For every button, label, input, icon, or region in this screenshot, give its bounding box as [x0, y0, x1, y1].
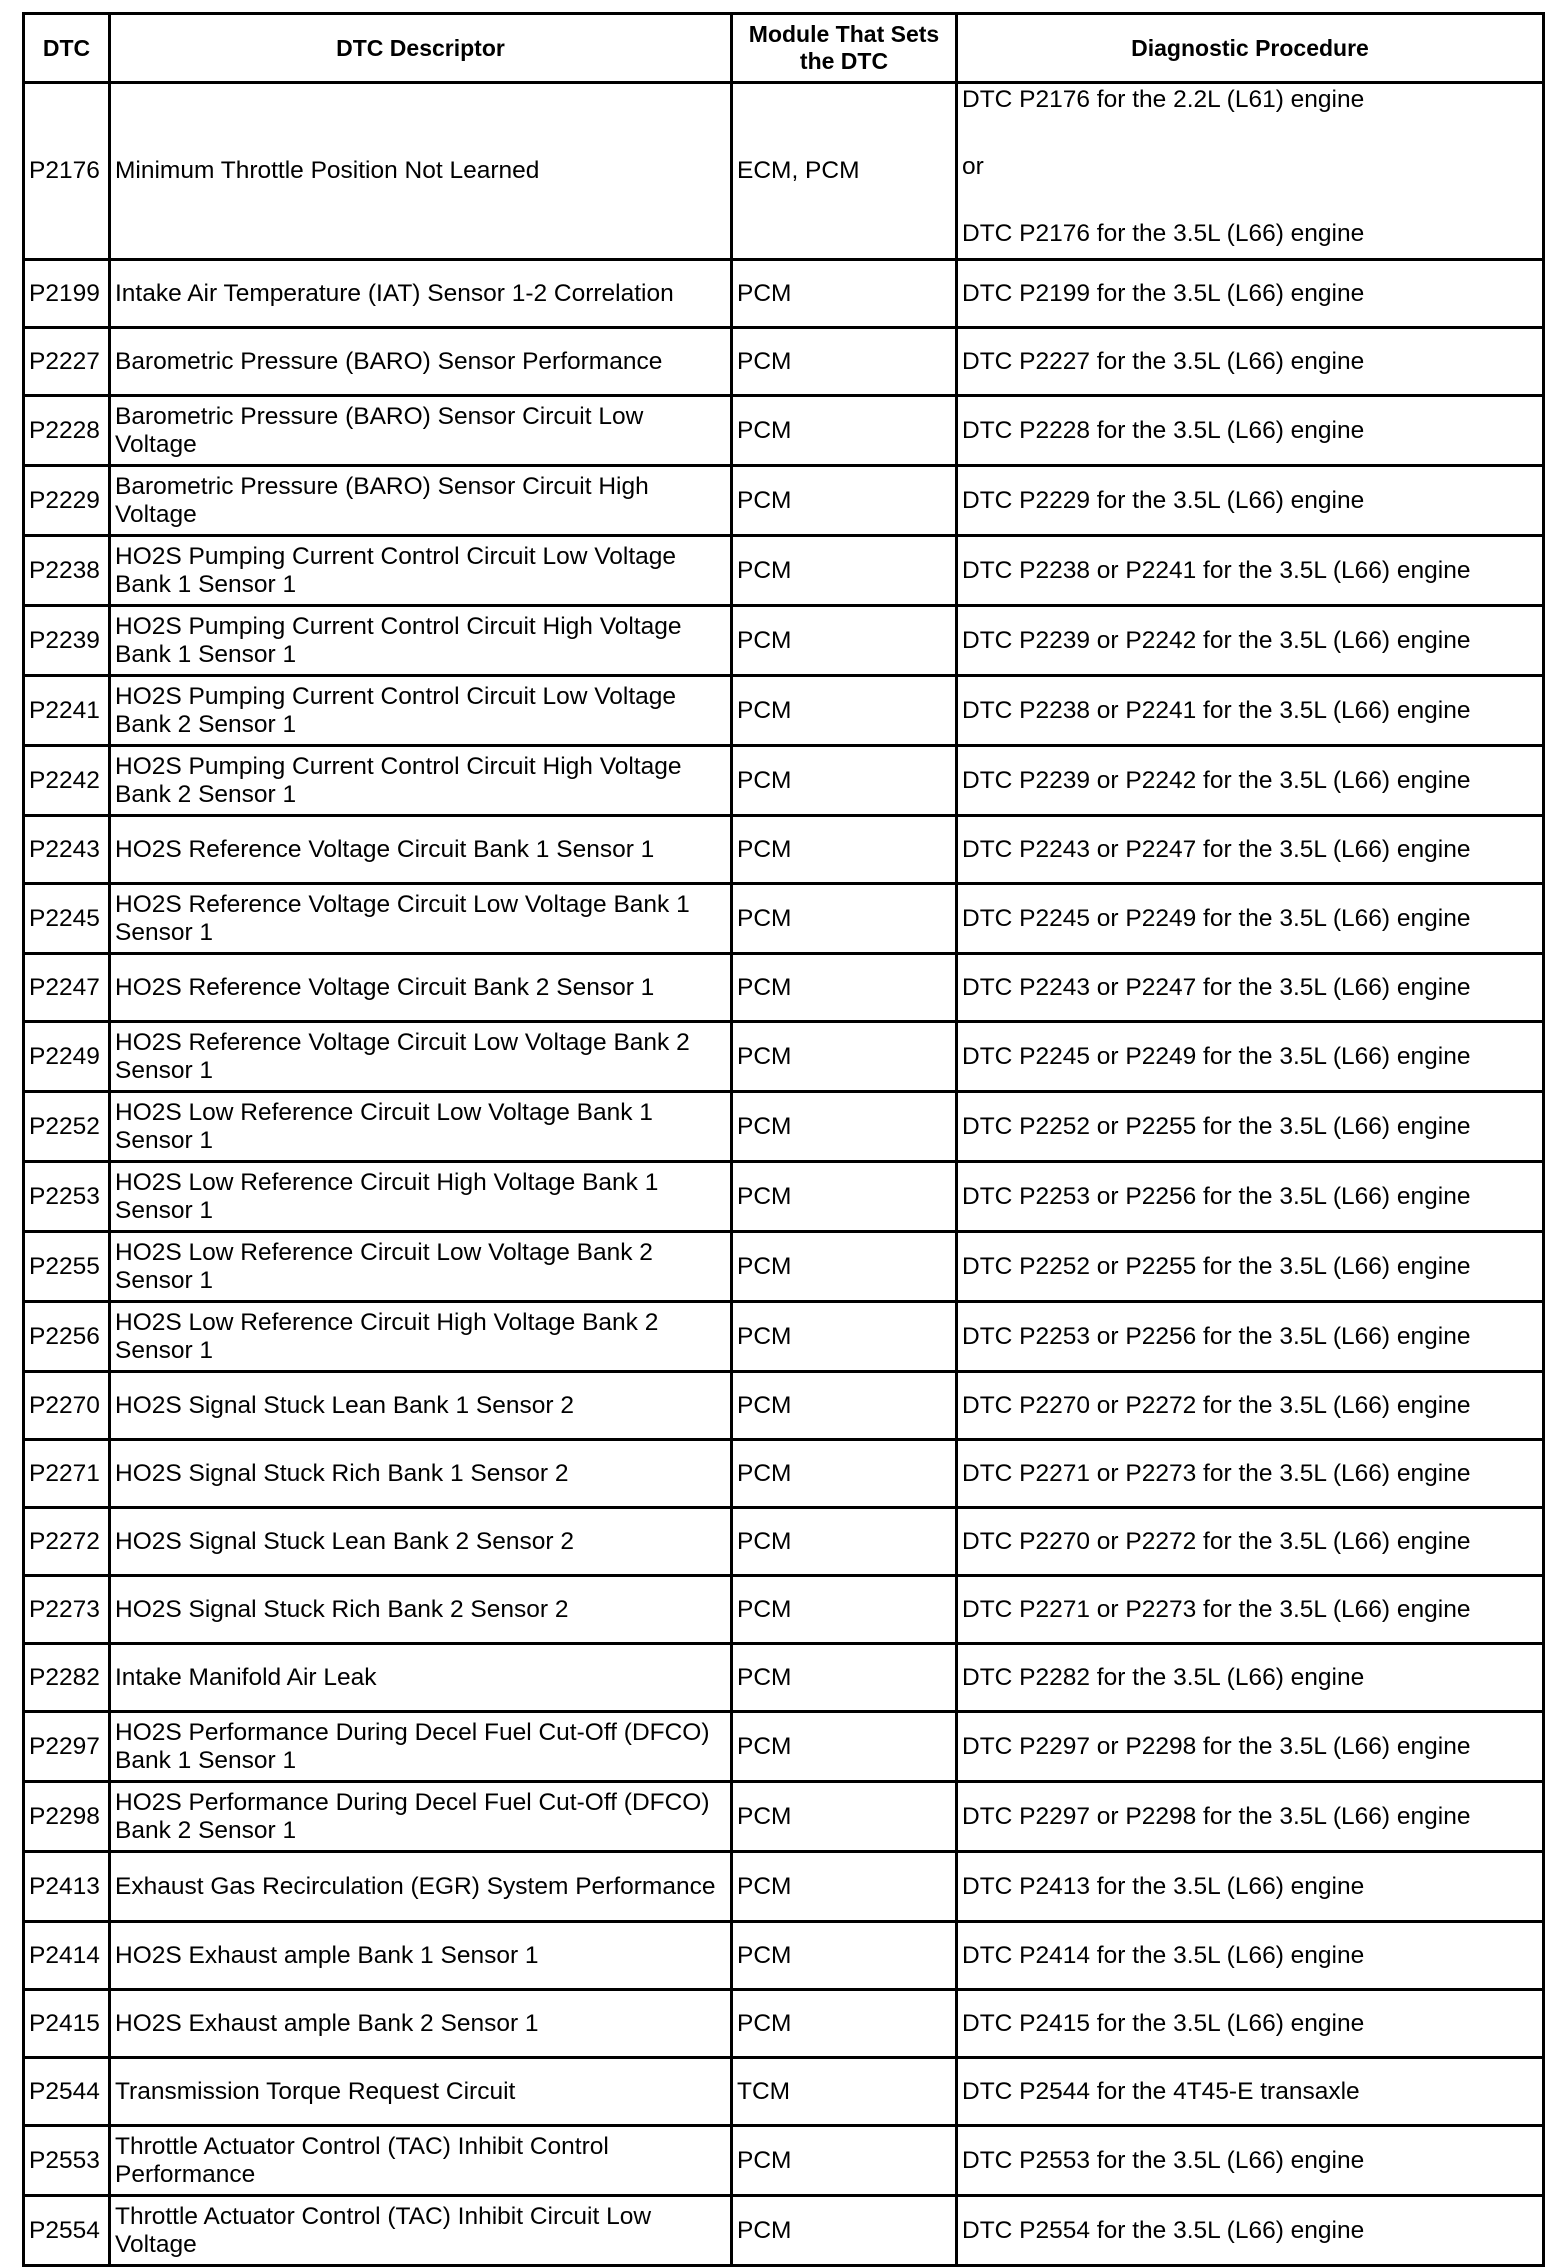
- cell-dtc: P2242: [24, 746, 110, 816]
- cell-procedure: DTC P2245 or P2249 for the 3.5L (L66) engine: [957, 1022, 1544, 1092]
- table-row: [24, 1232, 1544, 1302]
- cell-module: PCM: [732, 1092, 957, 1162]
- cell-dtc: P2270: [24, 1372, 110, 1440]
- table-row: [24, 1022, 1544, 1092]
- table-row: [24, 1922, 1544, 1990]
- procedure-line: or: [962, 153, 984, 180]
- table-row: [24, 466, 1544, 536]
- cell-dtc: P2297: [24, 1712, 110, 1782]
- table-row: [24, 746, 1544, 816]
- cell-dtc: P2239: [24, 606, 110, 676]
- table-row: [24, 536, 1544, 606]
- cell-module: PCM: [732, 884, 957, 954]
- cell-module: PCM: [732, 606, 957, 676]
- cell-descriptor: HO2S Performance During Decel Fuel Cut-Off (DFCO) Bank 2 Sensor 1: [110, 1782, 732, 1852]
- cell-dtc: P2544: [24, 2058, 110, 2126]
- cell-dtc: P2256: [24, 1302, 110, 1372]
- cell-dtc: P2243: [24, 816, 110, 884]
- cell-module: PCM: [732, 1302, 957, 1372]
- cell-descriptor: Intake Air Temperature (IAT) Sensor 1-2 Correlation: [110, 260, 732, 328]
- cell-dtc: P2414: [24, 1922, 110, 1990]
- table-row: [24, 1990, 1544, 2058]
- cell-descriptor: HO2S Reference Voltage Circuit Bank 1 Sensor 1: [110, 816, 732, 884]
- cell-module: TCM: [732, 2058, 957, 2126]
- cell-procedure: DTC P2271 or P2273 for the 3.5L (L66) engine: [957, 1576, 1544, 1644]
- procedure-line: DTC P2176 for the 3.5L (L66) engine: [962, 220, 1365, 247]
- cell-procedure: DTC P2227 for the 3.5L (L66) engine: [957, 328, 1544, 396]
- cell-procedure: DTC P2297 or P2298 for the 3.5L (L66) engine: [957, 1712, 1544, 1782]
- cell-procedure: DTC P2228 for the 3.5L (L66) engine: [957, 396, 1544, 466]
- cell-descriptor: HO2S Low Reference Circuit Low Voltage Bank 2 Sensor 1: [110, 1232, 732, 1302]
- cell-dtc: P2229: [24, 466, 110, 536]
- table-row: [24, 83, 1544, 260]
- cell-module: PCM: [732, 1852, 957, 1922]
- cell-descriptor: HO2S Signal Stuck Lean Bank 2 Sensor 2: [110, 1508, 732, 1576]
- cell-module: PCM: [732, 1782, 957, 1852]
- cell-procedure: DTC P2229 for the 3.5L (L66) engine: [957, 466, 1544, 536]
- cell-descriptor: HO2S Low Reference Circuit High Voltage Bank 2 Sensor 1: [110, 1302, 732, 1372]
- cell-dtc: P2415: [24, 1990, 110, 2058]
- cell-module: PCM: [732, 260, 957, 328]
- cell-procedure: DTC P2243 or P2247 for the 3.5L (L66) engine: [957, 816, 1544, 884]
- table-row: [24, 1644, 1544, 1712]
- cell-dtc: P2271: [24, 1440, 110, 1508]
- table-row: [24, 1782, 1544, 1852]
- cell-descriptor: HO2S Pumping Current Control Circuit Low Voltage Bank 1 Sensor 1: [110, 536, 732, 606]
- cell-procedure: DTC P2239 or P2242 for the 3.5L (L66) engine: [957, 746, 1544, 816]
- cell-dtc: P2199: [24, 260, 110, 328]
- table-row: [24, 1162, 1544, 1232]
- cell-descriptor: Barometric Pressure (BARO) Sensor Circuit Low Voltage: [110, 396, 732, 466]
- cell-descriptor: Intake Manifold Air Leak: [110, 1644, 732, 1712]
- cell-module: PCM: [732, 676, 957, 746]
- cell-module: PCM: [732, 1162, 957, 1232]
- table-row: [24, 396, 1544, 466]
- cell-module: PCM: [732, 816, 957, 884]
- table-body: [24, 83, 1544, 2266]
- cell-descriptor: Minimum Throttle Position Not Learned: [110, 83, 732, 260]
- cell-module: ECM, PCM: [732, 83, 957, 260]
- table-header: [24, 14, 1544, 83]
- table-row: [24, 2196, 1544, 2266]
- cell-descriptor: HO2S Reference Voltage Circuit Low Voltage Bank 1 Sensor 1: [110, 884, 732, 954]
- cell-dtc: P2272: [24, 1508, 110, 1576]
- cell-dtc: P2298: [24, 1782, 110, 1852]
- cell-procedure: DTC P2238 or P2241 for the 3.5L (L66) engine: [957, 536, 1544, 606]
- cell-procedure: DTC P2297 or P2298 for the 3.5L (L66) engine: [957, 1782, 1544, 1852]
- table-row: [24, 1302, 1544, 1372]
- cell-dtc: P2227: [24, 328, 110, 396]
- cell-dtc: P2238: [24, 536, 110, 606]
- cell-dtc: P2252: [24, 1092, 110, 1162]
- cell-descriptor: HO2S Signal Stuck Rich Bank 2 Sensor 2: [110, 1576, 732, 1644]
- cell-descriptor: Exhaust Gas Recirculation (EGR) System Performance: [110, 1852, 732, 1922]
- cell-procedure: DTC P2253 or P2256 for the 3.5L (L66) engine: [957, 1162, 1544, 1232]
- cell-procedure: DTC P2553 for the 3.5L (L66) engine: [957, 2126, 1544, 2196]
- header-descriptor: DTC Descriptor: [110, 14, 732, 83]
- table-row: [24, 606, 1544, 676]
- header-row: [24, 14, 1544, 83]
- cell-module: PCM: [732, 1232, 957, 1302]
- table-row: [24, 2126, 1544, 2196]
- cell-dtc: P2176: [24, 83, 110, 260]
- cell-module: PCM: [732, 396, 957, 466]
- cell-descriptor: HO2S Reference Voltage Circuit Bank 2 Sensor 1: [110, 954, 732, 1022]
- cell-procedure: DTC P2414 for the 3.5L (L66) engine: [957, 1922, 1544, 1990]
- cell-descriptor: HO2S Signal Stuck Lean Bank 1 Sensor 2: [110, 1372, 732, 1440]
- cell-module: PCM: [732, 2196, 957, 2266]
- table-row: [24, 1440, 1544, 1508]
- cell-dtc: P2245: [24, 884, 110, 954]
- cell-descriptor: HO2S Exhaust ample Bank 1 Sensor 1: [110, 1922, 732, 1990]
- cell-descriptor: Throttle Actuator Control (TAC) Inhibit Control Performance: [110, 2126, 732, 2196]
- cell-dtc: P2273: [24, 1576, 110, 1644]
- cell-descriptor: HO2S Low Reference Circuit Low Voltage Bank 1 Sensor 1: [110, 1092, 732, 1162]
- cell-module: PCM: [732, 1440, 957, 1508]
- cell-procedure: [957, 83, 1544, 260]
- table-row: [24, 1712, 1544, 1782]
- cell-descriptor: HO2S Low Reference Circuit High Voltage Bank 1 Sensor 1: [110, 1162, 732, 1232]
- cell-module: PCM: [732, 1922, 957, 1990]
- cell-module: PCM: [732, 2126, 957, 2196]
- cell-procedure: DTC P2415 for the 3.5L (L66) engine: [957, 1990, 1544, 2058]
- table-row: [24, 1852, 1544, 1922]
- cell-module: PCM: [732, 1644, 957, 1712]
- cell-module: PCM: [732, 1372, 957, 1440]
- cell-procedure: DTC P2544 for the 4T45-E transaxle: [957, 2058, 1544, 2126]
- table-row: [24, 1576, 1544, 1644]
- table-row: [24, 1092, 1544, 1162]
- cell-module: PCM: [732, 954, 957, 1022]
- cell-procedure: DTC P2199 for the 3.5L (L66) engine: [957, 260, 1544, 328]
- cell-descriptor: HO2S Pumping Current Control Circuit Low Voltage Bank 2 Sensor 1: [110, 676, 732, 746]
- cell-procedure: DTC P2252 or P2255 for the 3.5L (L66) engine: [957, 1232, 1544, 1302]
- cell-descriptor: Throttle Actuator Control (TAC) Inhibit Circuit Low Voltage: [110, 2196, 732, 2266]
- cell-dtc: P2413: [24, 1852, 110, 1922]
- cell-procedure: DTC P2245 or P2249 for the 3.5L (L66) engine: [957, 884, 1544, 954]
- procedure-line: DTC P2176 for the 2.2L (L61) engine: [962, 86, 1365, 113]
- cell-module: PCM: [732, 1990, 957, 2058]
- cell-module: PCM: [732, 1022, 957, 1092]
- cell-dtc: P2247: [24, 954, 110, 1022]
- cell-module: PCM: [732, 1508, 957, 1576]
- cell-procedure: DTC P2238 or P2241 for the 3.5L (L66) engine: [957, 676, 1544, 746]
- cell-descriptor: HO2S Performance During Decel Fuel Cut-Off (DFCO) Bank 1 Sensor 1: [110, 1712, 732, 1782]
- cell-module: PCM: [732, 746, 957, 816]
- cell-module: PCM: [732, 328, 957, 396]
- table-row: [24, 816, 1544, 884]
- cell-dtc: P2554: [24, 2196, 110, 2266]
- cell-procedure: DTC P2270 or P2272 for the 3.5L (L66) engine: [957, 1508, 1544, 1576]
- table-row: [24, 954, 1544, 1022]
- cell-procedure: DTC P2252 or P2255 for the 3.5L (L66) engine: [957, 1092, 1544, 1162]
- cell-procedure: DTC P2253 or P2256 for the 3.5L (L66) engine: [957, 1302, 1544, 1372]
- table-row: [24, 676, 1544, 746]
- cell-procedure: DTC P2413 for the 3.5L (L66) engine: [957, 1852, 1544, 1922]
- cell-procedure: DTC P2270 or P2272 for the 3.5L (L66) engine: [957, 1372, 1544, 1440]
- table-row: [24, 2058, 1544, 2126]
- cell-dtc: P2241: [24, 676, 110, 746]
- cell-descriptor: HO2S Pumping Current Control Circuit High Voltage Bank 1 Sensor 1: [110, 606, 732, 676]
- dtc-table: [22, 12, 1545, 2267]
- cell-descriptor: HO2S Reference Voltage Circuit Low Voltage Bank 2 Sensor 1: [110, 1022, 732, 1092]
- table-row: [24, 260, 1544, 328]
- cell-module: PCM: [732, 1712, 957, 1782]
- cell-module: PCM: [732, 536, 957, 606]
- cell-descriptor: Transmission Torque Request Circuit: [110, 2058, 732, 2126]
- header-dtc: DTC: [24, 14, 110, 83]
- cell-dtc: P2255: [24, 1232, 110, 1302]
- table-row: [24, 1372, 1544, 1440]
- cell-procedure: DTC P2271 or P2273 for the 3.5L (L66) engine: [957, 1440, 1544, 1508]
- table-row: [24, 328, 1544, 396]
- table-row: [24, 884, 1544, 954]
- header-procedure: Diagnostic Procedure: [957, 14, 1544, 83]
- cell-dtc: P2282: [24, 1644, 110, 1712]
- header-module: Module That Sets the DTC: [732, 14, 957, 83]
- cell-procedure: DTC P2239 or P2242 for the 3.5L (L66) engine: [957, 606, 1544, 676]
- cell-descriptor: HO2S Pumping Current Control Circuit High Voltage Bank 2 Sensor 1: [110, 746, 732, 816]
- cell-descriptor: Barometric Pressure (BARO) Sensor Performance: [110, 328, 732, 396]
- cell-dtc: P2249: [24, 1022, 110, 1092]
- cell-dtc: P2553: [24, 2126, 110, 2196]
- cell-descriptor: HO2S Exhaust ample Bank 2 Sensor 1: [110, 1990, 732, 2058]
- cell-dtc: P2228: [24, 396, 110, 466]
- table-row: [24, 1508, 1544, 1576]
- cell-procedure: DTC P2243 or P2247 for the 3.5L (L66) engine: [957, 954, 1544, 1022]
- cell-descriptor: Barometric Pressure (BARO) Sensor Circuit High Voltage: [110, 466, 732, 536]
- cell-procedure: DTC P2554 for the 3.5L (L66) engine: [957, 2196, 1544, 2266]
- cell-module: PCM: [732, 466, 957, 536]
- cell-dtc: P2253: [24, 1162, 110, 1232]
- cell-procedure: DTC P2282 for the 3.5L (L66) engine: [957, 1644, 1544, 1712]
- cell-module: PCM: [732, 1576, 957, 1644]
- cell-descriptor: HO2S Signal Stuck Rich Bank 1 Sensor 2: [110, 1440, 732, 1508]
